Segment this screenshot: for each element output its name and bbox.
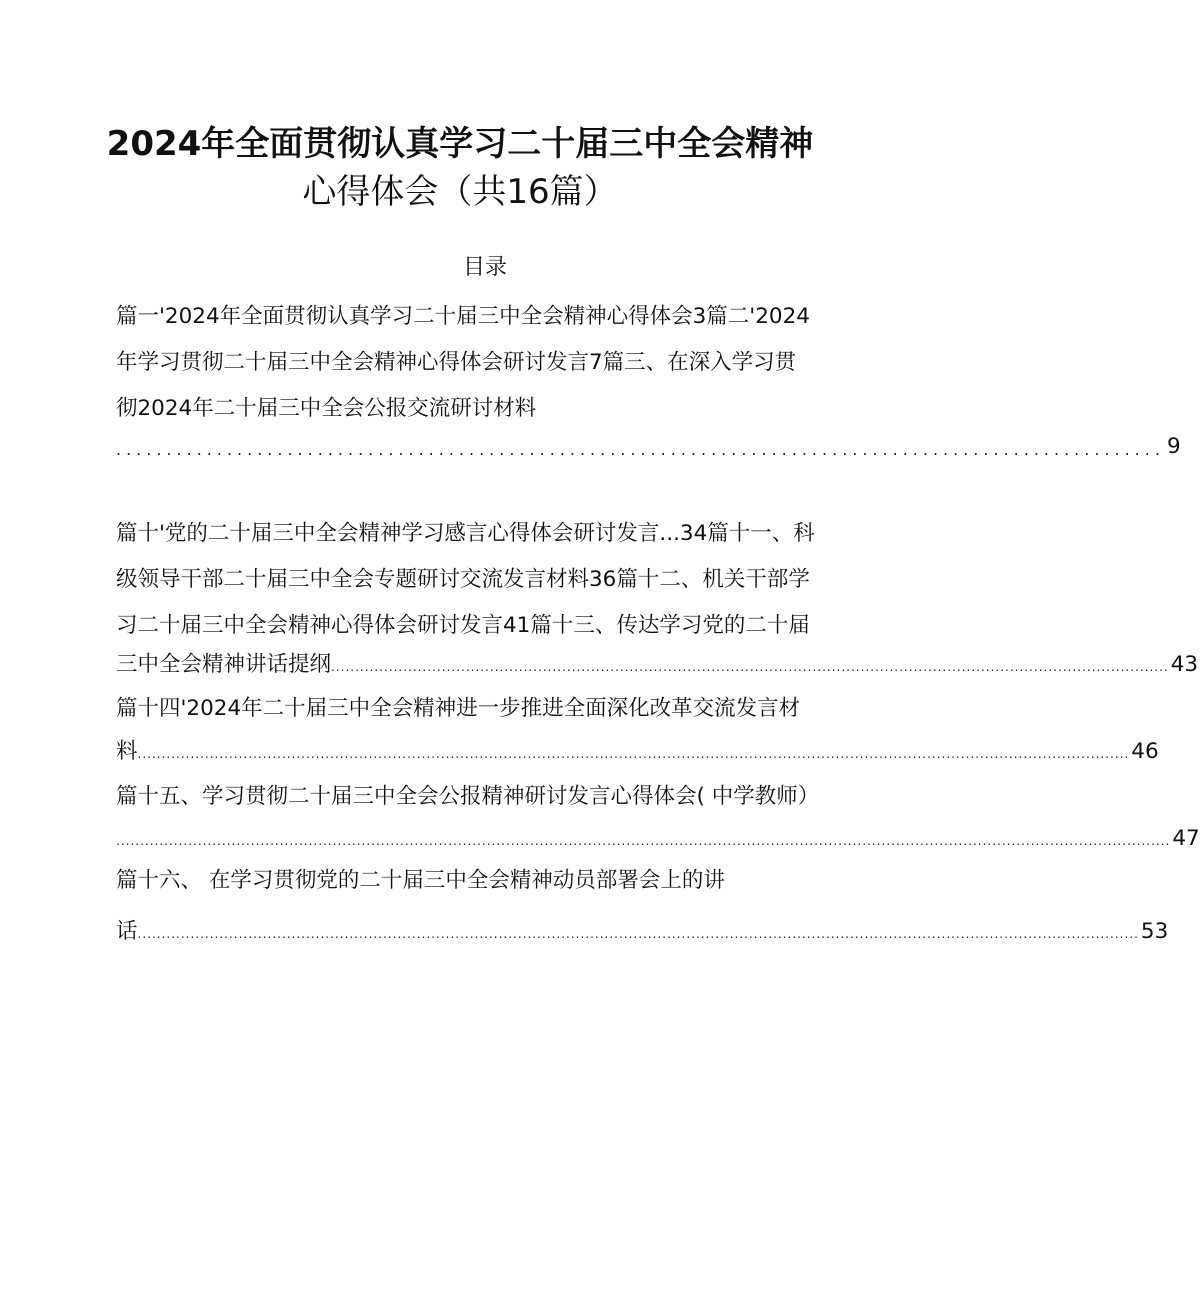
toc-line: 篇十'党的二十届三中全会精神学习感言心得体会研讨发言...34篇十一、科 — [116, 521, 815, 546]
leader-dots: ........................................................................................................ — [116, 440, 1165, 459]
leader-dots: ........................................................................................................................................................................................................................... — [116, 834, 1171, 848]
toc-line: 篇十五、学习贯彻二十届三中全会公报精神研讨发言心得体会( 中学教师） — [116, 784, 820, 809]
toc-heading: 目录 — [462, 255, 507, 280]
toc-line: 篇一'2024年全面贯彻认真学习二十届三中全会精神心得体会3篇二'2024 — [116, 304, 810, 329]
leader-dots: .............................................................................................................................................................................................................. — [137, 747, 1130, 761]
toc-line: 年学习贯彻二十届三中全会精神心得体会研讨发言7篇三、在深入学习贯 — [116, 350, 797, 375]
toc-entry-text: 料 — [116, 739, 138, 764]
toc-block-2 — [116, 511, 854, 649]
toc-line: 彻2024年二十届三中全会公报交流研讨材料 — [116, 396, 537, 421]
toc-block-1 — [116, 294, 854, 432]
toc-line: 习二十届三中全会精神心得体会研讨发言41篇十三、传达学习党的二十届 — [116, 613, 810, 638]
toc-entry-row-2[interactable] — [116, 650, 1199, 680]
toc-line: 篇十六、 在学习贯彻党的二十届三中全会精神动员部署会上的讲 — [116, 868, 725, 893]
page-number: 47 — [1172, 826, 1200, 851]
toc-entry-text: 话 — [116, 919, 138, 944]
page-number: 46 — [1131, 739, 1159, 764]
toc-entry-row-16[interactable] — [116, 917, 1169, 947]
toc-entry-16 — [116, 858, 854, 904]
document-title-line2: 心得体会（共16篇） — [302, 172, 618, 212]
toc-entry-row-1[interactable] — [116, 432, 1181, 462]
page-number: 43 — [1170, 652, 1199, 677]
leader-dots: .............................................................................................................................................................................. — [331, 660, 1169, 674]
page-number: 53 — [1140, 919, 1169, 944]
leader-dots: ................................................................................................................................................................................................................ — [137, 927, 1139, 941]
toc-entry-row-15[interactable] — [116, 824, 1200, 854]
toc-entry-15 — [116, 774, 854, 820]
toc-entry-row-14[interactable] — [116, 737, 1159, 767]
document-title-line1: 2024年全面贯彻认真学习二十届三中全会精神 — [106, 124, 814, 164]
toc-entry-text: 三中全会精神讲话提纲 — [116, 652, 332, 677]
toc-line: 篇十四'2024年二十届三中全会精神进一步推进全面深化改革交流发言材 — [116, 696, 801, 721]
page-number: 9 — [1166, 434, 1181, 459]
toc-entry-14 — [116, 686, 854, 732]
toc-line: 级领导干部二十届三中全会专题研讨交流发言材料36篇十二、机关干部学 — [116, 567, 810, 592]
